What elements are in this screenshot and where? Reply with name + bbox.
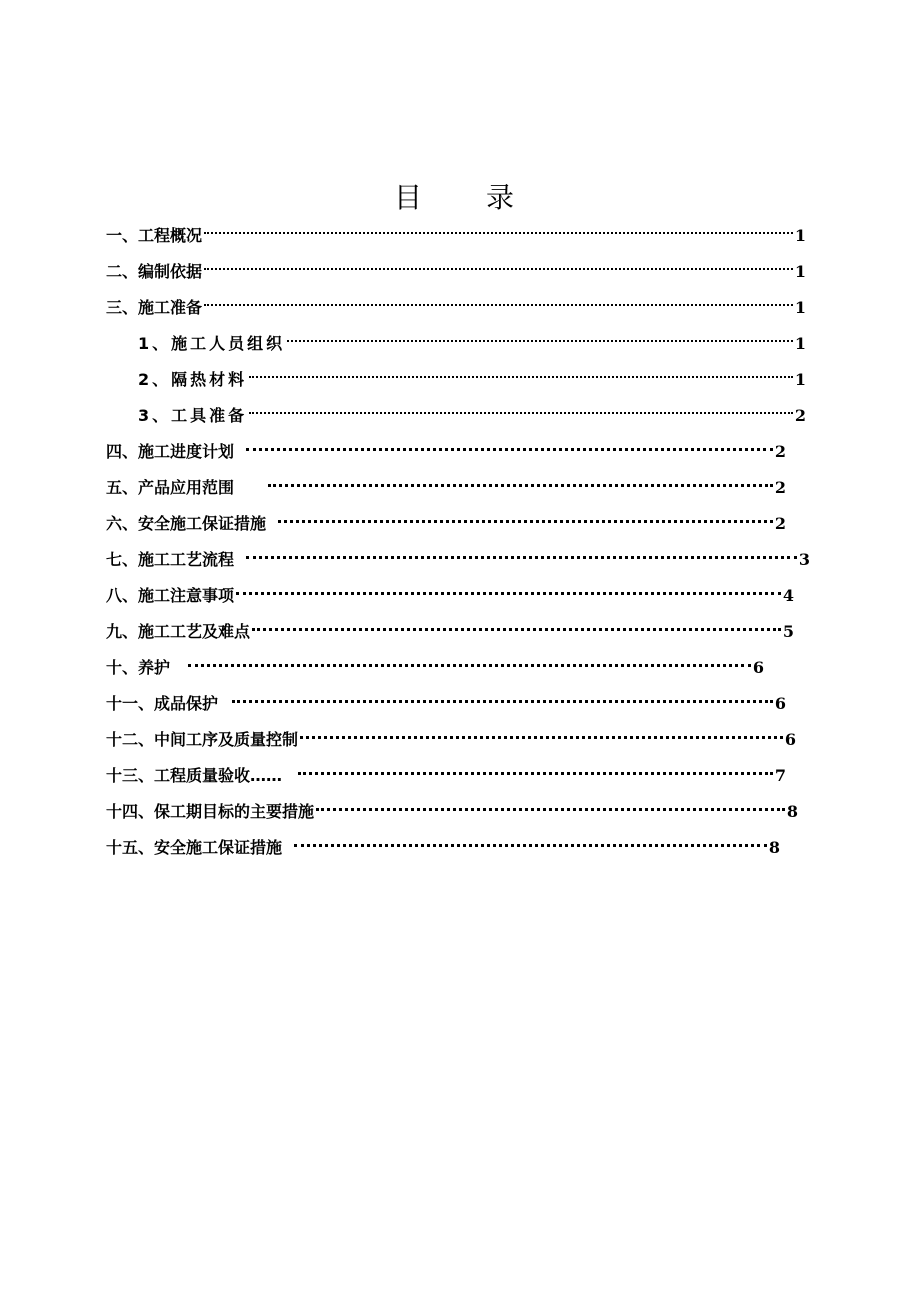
toc-entry[interactable] bbox=[106, 613, 794, 641]
toc-leader bbox=[287, 325, 793, 349]
toc-entry-label: 八、施工注意事项 bbox=[106, 586, 235, 605]
toc-page-number: 6 bbox=[752, 658, 764, 677]
toc-page-number: 5 bbox=[782, 622, 794, 641]
toc-entry-label: 二、编制依据 bbox=[106, 262, 203, 281]
toc-entry[interactable] bbox=[106, 721, 796, 749]
toc-entry[interactable] bbox=[106, 253, 806, 281]
toc-leader bbox=[204, 289, 793, 313]
toc-entry-label: 十五、安全施工保证措施 bbox=[106, 838, 283, 857]
toc-page-number: 1 bbox=[794, 262, 806, 281]
toc-leader bbox=[232, 685, 773, 709]
toc-title-char-2: 录 bbox=[486, 181, 517, 214]
toc-entry-label: 3、工具准备 bbox=[138, 406, 248, 425]
toc-entry[interactable] bbox=[106, 757, 786, 785]
toc-entry-label: 四、施工进度计划 bbox=[106, 442, 235, 461]
toc-leader bbox=[300, 721, 783, 745]
toc-leader bbox=[246, 541, 797, 565]
toc-entry[interactable] bbox=[106, 541, 810, 569]
toc-leader bbox=[236, 577, 781, 601]
toc-entry[interactable] bbox=[106, 469, 786, 497]
toc-leader bbox=[249, 397, 793, 421]
toc-entry[interactable] bbox=[106, 217, 806, 245]
toc-leader bbox=[252, 613, 781, 637]
toc-entry-label: 1、施工人员组织 bbox=[138, 334, 286, 353]
toc-entry-label: 九、施工工艺及难点 bbox=[106, 622, 251, 641]
toc-page-number: 1 bbox=[794, 226, 806, 245]
toc-entry[interactable] bbox=[106, 793, 798, 821]
toc-entry-label: 2、隔热材料 bbox=[138, 370, 248, 389]
toc-entry-label: 十一、成品保护 bbox=[106, 694, 219, 713]
toc-page-number: 1 bbox=[794, 298, 806, 317]
toc-title-char-1: 目 bbox=[393, 181, 424, 214]
toc-page-number: 8 bbox=[786, 802, 798, 821]
toc-entry[interactable] bbox=[106, 577, 794, 605]
toc-page-number: 7 bbox=[774, 766, 786, 785]
toc-entry[interactable] bbox=[106, 433, 786, 461]
toc-entry-label: 六、安全施工保证措施 bbox=[106, 514, 267, 533]
toc-entry[interactable] bbox=[106, 829, 780, 857]
toc-page-number: 1 bbox=[794, 334, 806, 353]
toc-page-number: 2 bbox=[774, 478, 786, 497]
toc-leader bbox=[294, 829, 767, 853]
toc-page-number: 6 bbox=[784, 730, 796, 749]
toc-leader bbox=[316, 793, 785, 817]
toc-leader bbox=[204, 217, 793, 241]
toc-page-number: 3 bbox=[798, 550, 810, 569]
toc-leader bbox=[246, 433, 773, 457]
toc-entry-label: 十、养护 bbox=[106, 658, 171, 677]
toc-page-number: 6 bbox=[774, 694, 786, 713]
toc-entry[interactable] bbox=[106, 505, 786, 533]
toc-page-number: 2 bbox=[774, 514, 786, 533]
toc-leader bbox=[268, 469, 773, 493]
toc-subentry[interactable] bbox=[138, 397, 806, 425]
toc-entry-label: 三、施工准备 bbox=[106, 298, 203, 317]
toc-subentry[interactable] bbox=[138, 325, 806, 353]
toc-entry-label: 七、施工工艺流程 bbox=[106, 550, 235, 569]
toc-entry[interactable] bbox=[106, 289, 806, 317]
toc-page-number: 8 bbox=[768, 838, 780, 857]
toc-entry-label: 十三、工程质量验收…… bbox=[106, 766, 283, 785]
toc-entry-label: 十二、中间工序及质量控制 bbox=[106, 730, 299, 749]
toc-leader bbox=[188, 649, 751, 673]
toc-entry[interactable] bbox=[106, 685, 786, 713]
toc-entry-label: 十四、保工期目标的主要措施 bbox=[106, 802, 315, 821]
toc-entry-label: 一、工程概况 bbox=[106, 226, 203, 245]
toc-entry[interactable] bbox=[106, 649, 764, 677]
toc-page-number: 1 bbox=[794, 370, 806, 389]
toc-subentry[interactable] bbox=[138, 361, 806, 389]
toc-page-number: 2 bbox=[794, 406, 806, 425]
toc-entry-label: 五、产品应用范围 bbox=[106, 478, 235, 497]
toc-leader bbox=[278, 505, 773, 529]
toc-leader bbox=[249, 361, 793, 385]
toc-leader bbox=[204, 253, 793, 277]
toc-page-number: 4 bbox=[782, 586, 794, 605]
toc-page-number: 2 bbox=[774, 442, 786, 461]
toc-leader bbox=[298, 757, 773, 781]
